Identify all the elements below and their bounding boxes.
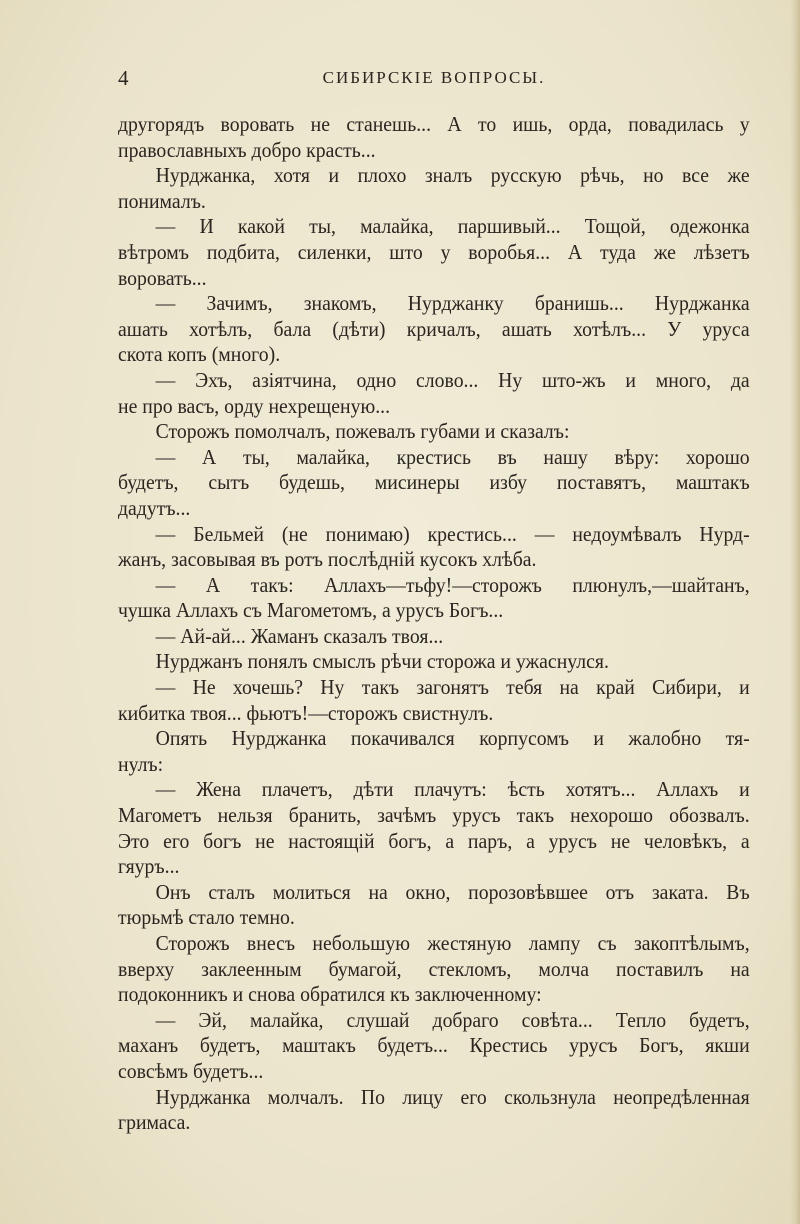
text-line: вверху заклеенным бумагой, стекломъ, молча поставилъ на: [118, 956, 750, 981]
text-line: — Эй, малайка, слушай добраго совѣта... Тепло будетъ,: [155, 1007, 750, 1032]
text-line: Нурджанка молчалъ. По лицу его скользнула неопредѣленная: [155, 1084, 750, 1109]
text-line: — Эхъ, азіятчина, одно слово... Ну што-жъ и много, да: [155, 367, 750, 392]
text-line: Онъ сталъ молиться на окно, порозовѣвшее отъ заката. Въ: [155, 879, 750, 904]
text-line: кибитка твоя... фьютъ!—сторожъ свистнулъ.: [118, 700, 494, 725]
running-head: СИБИРСКІЕ ВОПРОСЫ.: [322, 68, 546, 87]
text-line: не про васъ, орду нехрещеную...: [118, 393, 391, 418]
page-number: 4: [118, 66, 129, 90]
text-line: Сторожъ помолчалъ, пожевалъ губами и сказалъ:: [155, 419, 570, 444]
text-line: совсѣмъ будетъ...: [118, 1058, 264, 1083]
text-line: — И какой ты, малайка, паршивый... Тощой, одежонка: [155, 214, 750, 239]
text-line: понималъ.: [118, 188, 206, 213]
text-line: Опять Нурджанка покачивался корпусомъ и жалобно тя-: [155, 726, 750, 751]
text-line: Нурджанка, хотя и плохо зналъ русскую рѣчь, но все же: [155, 163, 750, 188]
text-line: воровать...: [118, 265, 207, 290]
text-line: будетъ, сытъ будешь, мисинеры избу поставятъ, маштакъ: [118, 470, 750, 495]
text-line: вѣтромъ подбита, силенки, што у воробья... А туда же лѣзетъ: [118, 239, 750, 264]
body-text: [118, 112, 750, 1136]
text-line: — Не хочешь? Ну такъ загонятъ тебя на край Сибири, и: [155, 675, 750, 700]
text-line: Магометъ нельзя бранить, зачѣмъ урусъ такъ нехорошо обозвалъ.: [118, 803, 750, 828]
text-line: — Жена плачетъ, дѣти плачутъ: ѣсть хотятъ... Аллахъ и: [155, 777, 750, 802]
text-line: — Бельмей (не понимаю) крестись... — недоумѣвалъ Нурд-: [155, 521, 750, 546]
text-line: жанъ, засовывая въ ротъ послѣдній кусокъ хлѣба.: [118, 547, 537, 572]
text-line: чушка Аллахъ съ Магометомъ, а урусъ Богъ...: [118, 598, 504, 623]
text-line: гяуръ...: [118, 854, 180, 879]
page-edge: [790, 0, 800, 1224]
text-line: подоконникъ и снова обратился къ заключенному:: [118, 982, 542, 1007]
text-line: маханъ будетъ, маштакъ будетъ... Крестись урусъ Богъ, якши: [118, 1033, 750, 1058]
text-line: — Зачимъ, знакомъ, Нурджанку бранишь... Нурджанка: [155, 291, 750, 316]
text-line: ашать хотѣлъ, бала (дѣти) кричалъ, ашать хотѣлъ... У уруса: [118, 316, 750, 341]
text-line: другорядъ воровать не станешь... А то ишь, орда, повадилась у: [118, 112, 750, 136]
text-line: тюрьмѣ стало темно.: [118, 905, 295, 930]
text-line: Это его богъ не настоящій богъ, а паръ, а урусъ не человѣкъ, а: [118, 828, 750, 853]
page-header: [118, 66, 750, 96]
text-line: Нурджанъ понялъ смыслъ рѣчи сторожа и ужаснулся.: [155, 649, 609, 674]
text-line: — Ай-ай... Жаманъ сказалъ твоя...: [155, 623, 444, 648]
text-line: скота копъ (много).: [118, 342, 281, 367]
text-line: Сторожъ внесъ небольшую жестяную лампу съ закоптѣлымъ,: [155, 931, 750, 955]
text-line: — А такъ: Аллахъ—тьфу!—сторожъ плюнулъ,—шайтанъ,: [155, 572, 750, 597]
text-line: — А ты, малайка, крестись въ нашу вѣру: хорошо: [155, 444, 750, 469]
text-line: дадутъ...: [118, 495, 191, 520]
text-line: нулъ:: [118, 751, 164, 776]
text-line: гримаса.: [118, 1110, 191, 1135]
text-line: православныхъ добро красть...: [118, 137, 376, 162]
